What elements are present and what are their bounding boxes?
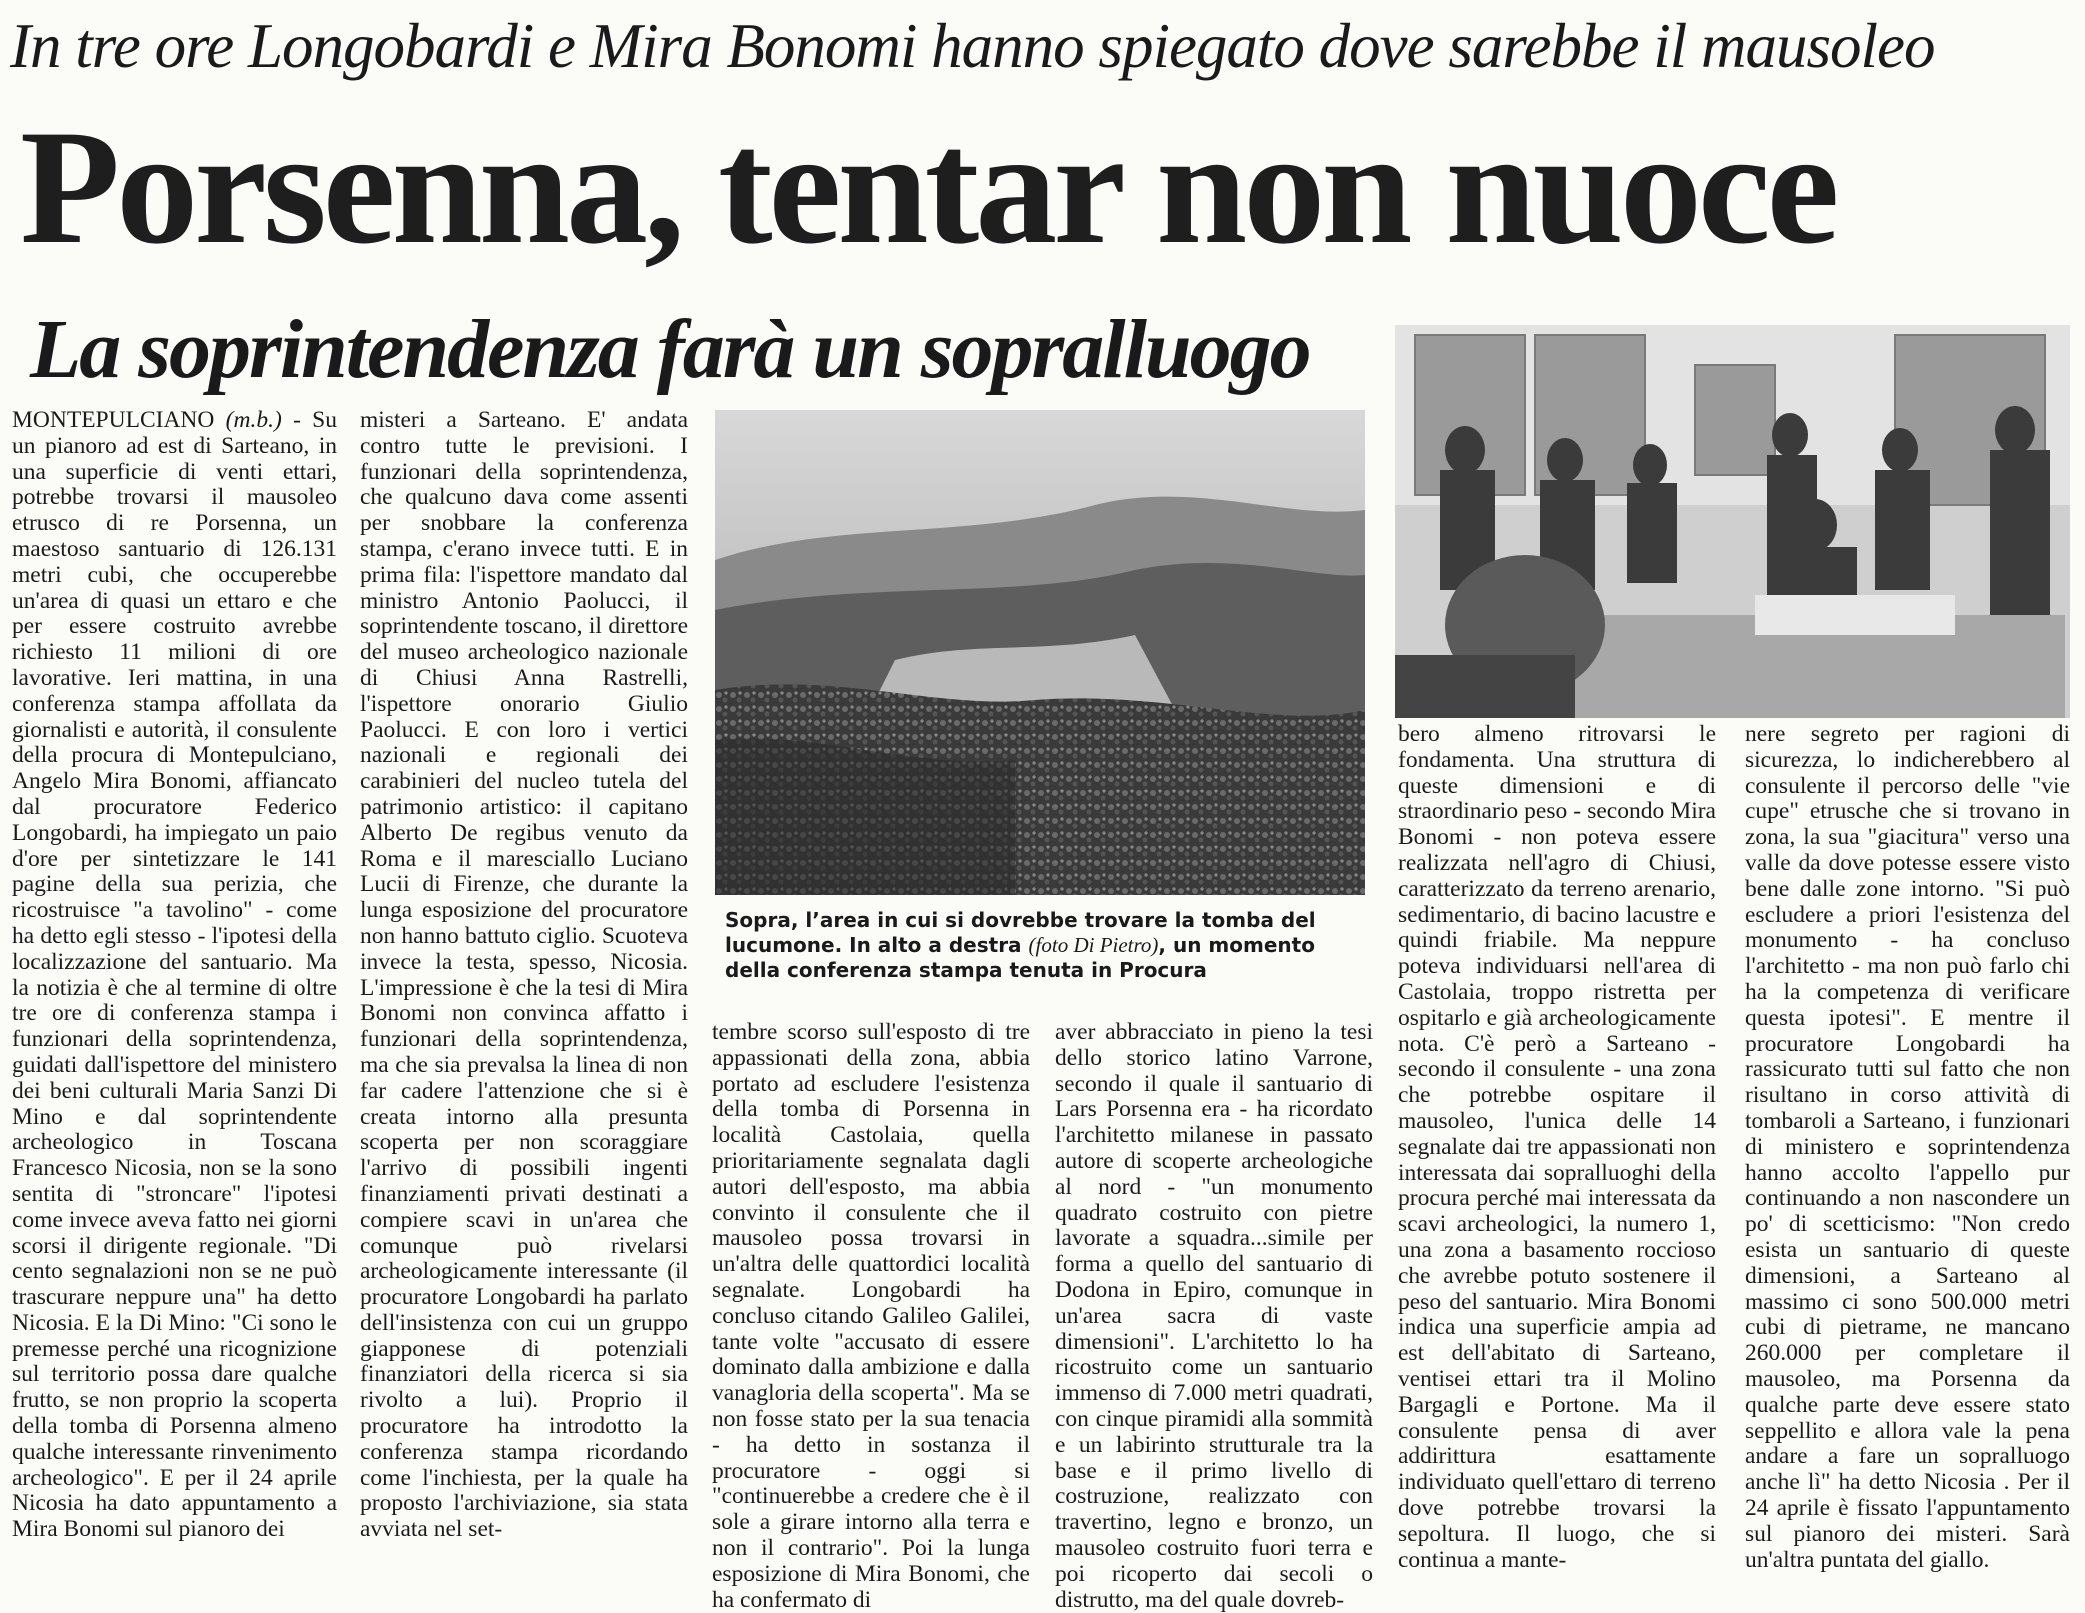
byline: (m.b.) [225, 407, 282, 433]
article-column-4 [1055, 1019, 1373, 1613]
article-column-6 [1745, 721, 2070, 1573]
caption-text: Sopra, l’area in cui si dovrebbe trovare la tomba del lucumone. In alto a destra [725, 908, 1316, 957]
column-text-5: bero almeno ritrovarsi le fondamenta. Una struttura di queste dimensioni e di straordinario peso - secondo Mira Bonomi - non poteva essere realizzata nell'agro di Chiusi, caratterizzato da terreno arenario, sedimentario, di bacino lacustre e quindi friabile. Ma neppure poteva individuarsi nell'area di Castolaia, troppo ristretta per ospitarlo e già archeologicamente nota. C'è però a Sarteano - secondo il consulente - una zona che potrebbe ospitare il mausoleo, l'unica delle 14 segnalate dai tre appassionati non interessata dai sopralluoghi della procura perché mai interessata da scavi archeologici, la numero 1, una zona a basamento roccioso che avrebbe potuto sostenere il peso del santuario. Mira Bonomi indica una superficie ampia ad est dell'abitato di Sarteano, ventisei ettari tra il Molino Bargagli e Portone. Ma il consulente pensa di aver addirittura esattamente individuato quell'ettaro di terreno dove potrebbe trovarsi la sepoltura. Il luogo, che si continua a mante- [1398, 721, 1716, 1573]
subhead: La soprintendenza farà un sopralluogo [30, 303, 1310, 396]
column-text-4: aver abbracciato in pieno la tesi dello storico latino Varrone, secondo il quale il santuario di Lars Porsenna era - ha ricordato l'architetto milanese in passato autore di scoperte archeologiche al nord - "un monumento quadrato costruito con pietre lavorate a squadra...simile per forma a quello del santuario di Dodona in Epiro, comunque in un'area sacra di vaste dimensioni". L'architetto lo ha ricostruito come un santuario immenso di 7.000 metri quadrati, con cinque piramidi alla sommità e un labirinto strutturale tra la base e il primo livello di costruzione, realizzato con travertino, legno e bronzo, un mausoleo costruito fuori terra e poi ricoperto dai secoli o distrutto, ma del quale dovreb- [1055, 1019, 1373, 1613]
press-conference-photo [1395, 325, 2070, 718]
column-text-6: nere segreto per ragioni di sicurezza, lo indicherebbero al consulente il percorso delle "vie cupe" etrusche che si trovano in zona, la sua "giacitura" verso una valle da dove potesse essere visto bene dalle zone intorno. "Si può escludere a priori l'esistenza del monumento - ha concluso l'architetto - ma non può farlo chi ha la competenza di verificare questa ipotesi". E mentre il procuratore Longobardi ha rassicurato tutti sul fatto che non risultano in corso attività di tombaroli a Sarteano, i funzionari di ministero e soprintendenza hanno accolto l'appello pur continuando a non nascondere un po' di scetticismo: "Non credo esista un santuario di queste dimensioni, a Sarteano al massimo ci sono 500.000 metri cubi di pietrame, ne mancano 260.000 per completare il mausoleo, ma Porsenna da qualche parte deve essere stato seppellito e allora vale la pena andare a fare un sopralluogo anche lì" ha detto Nicosia . Per il 24 aprile è fissato l'appuntamento sul pianoro dei misteri. Sarà un'altra puntata del giallo. [1745, 721, 2070, 1573]
photo-credit: (foto Di Pietro) [1028, 933, 1159, 957]
kicker: In tre ore Longobardi e Mira Bonomi hanno spiegato dove sarebbe il mausoleo [10, 11, 1935, 81]
headline: Porsenna, tentar non nuoce [20, 97, 1836, 278]
dateline: MONTEPULCIANO [12, 407, 215, 433]
landscape-photo [715, 410, 1365, 895]
caption-text-end: , un momento della conferenza stampa tenuta in Procura [725, 933, 1315, 982]
article-column-2 [360, 407, 688, 1543]
article-column-1 [12, 407, 337, 1543]
article-column-3 [712, 1019, 1030, 1613]
column-text-3: tembre scorso sull'esposto di tre appassionati della zona, abbia portato ad escludere l'esistenza della tomba di Porsenna in località Castolaia, quella prioritariamente segnalata dagli autori dell'esposto, ma abbia convinto il consulente che il mausoleo possa trovarsi in un'altra delle quattordici località segnalate. Longobardi ha concluso citando Galileo Galilei, tante volte "accusato di essere dominato dalla ambizione e dalla vanagloria della scoperta". Ma se non fosse stato per la sua tenacia - ha detto in sostanza il procuratore - oggi si "continuerebbe a credere che è il sole a girare intorno alla terra e non il contrario". Poi la lunga esposizione di Mira Bonomi, che ha confermato di [712, 1019, 1030, 1613]
article-column-5 [1398, 721, 1716, 1573]
column-text-1: - Su un pianoro ad est di Sarteano, in una superficie di venti ettari, potrebbe trovarsi il mausoleo etrusco di re Porsenna, un maestoso santuario di 126.131 metri cubi, che occuperebbe un'area di quasi un ettaro e che per essere costruito avrebbe richiesto 11 milioni di ore lavorative. Ieri mattina, in una conferenza stampa affollata da giornalisti e autorità, il consulente della procura di Montepulciano, Angelo Mira Bonomi, affiancato dal procuratore Federico Longobardi, ha impiegato un paio d'ore per sintetizzare le 141 pagine della sua perizia, che ricostruisce "a tavolino" - come ha detto egli stesso - l'ipotesi della localizzazione del santuario. Ma la notizia è che al termine di oltre tre ore di conferenza stampa i funzionari della soprintendenza, guidati dall'ispettore del ministero dei beni culturali Maria Sanzi Di Mino e dal soprintendente archeologico in Toscana Francesco Nicosia, non se la sono sentita di "stroncare" l'ipotesi come invece aveva fatto nei giorni scorsi il dirigente regionale. "Di cento segnalazioni non se ne può trascurare neppure una" ha detto Nicosia. E la Di Mino: "Ci sono le premesse perché una ricognizione sul territorio possa dare qualche frutto, se non proprio la scoperta della tomba di Porsenna almeno qualche interessante rinvenimento archeologico". E per il 24 aprile Nicosia ha dato appuntamento a Mira Bonomi sul pianoro dei [12, 407, 337, 1543]
column-text-2: misteri a Sarteano. E' andata contro tutte le previsioni. I funzionari della soprintendenza, che qualcuno dava come assenti per snobbare la conferenza stampa, c'erano invece tutti. E in prima fila: l'ispettore mandato dal ministro Antonio Paolucci, il soprintendente toscano, il direttore del museo archeologico nazionale di Chiusi Anna Rastrelli, l'ispettore onorario Giulio Paolucci. E con loro i vertici nazionali e regionali dei carabinieri del nucleo tutela del patrimonio artistico: il capitano Alberto De regibus venuto da Roma e il maresciallo Luciano Lucii di Firenze, che durante la lunga esposizione del procuratore non hanno battuto ciglio. Scuoteva invece la testa, spesso, Nicosia. L'impressione è che la tesi di Mira Bonomi non convinca affatto i funzionari della soprintendenza, ma che sia prevalsa la linea di non far cadere l'attenzione che si è creata intorno alla presunta scoperta per non scoraggiare l'arrivo di possibili ingenti finanziamenti privati destinati a compiere scavi in un'area che comunque può rivelarsi archeologicamente interessante (il procuratore Longobardi ha parlato dell'insistenza con cui un gruppo giapponese di potenziali finanziatori della ricerca si sia rivolto a lui). Proprio il procuratore ha introdotto la conferenza stampa ricordando come l'inchiesta, per la quale ha proposto l'archiviazione, sia stata avviata nel set- [360, 407, 688, 1543]
photo-caption [725, 908, 1325, 1018]
